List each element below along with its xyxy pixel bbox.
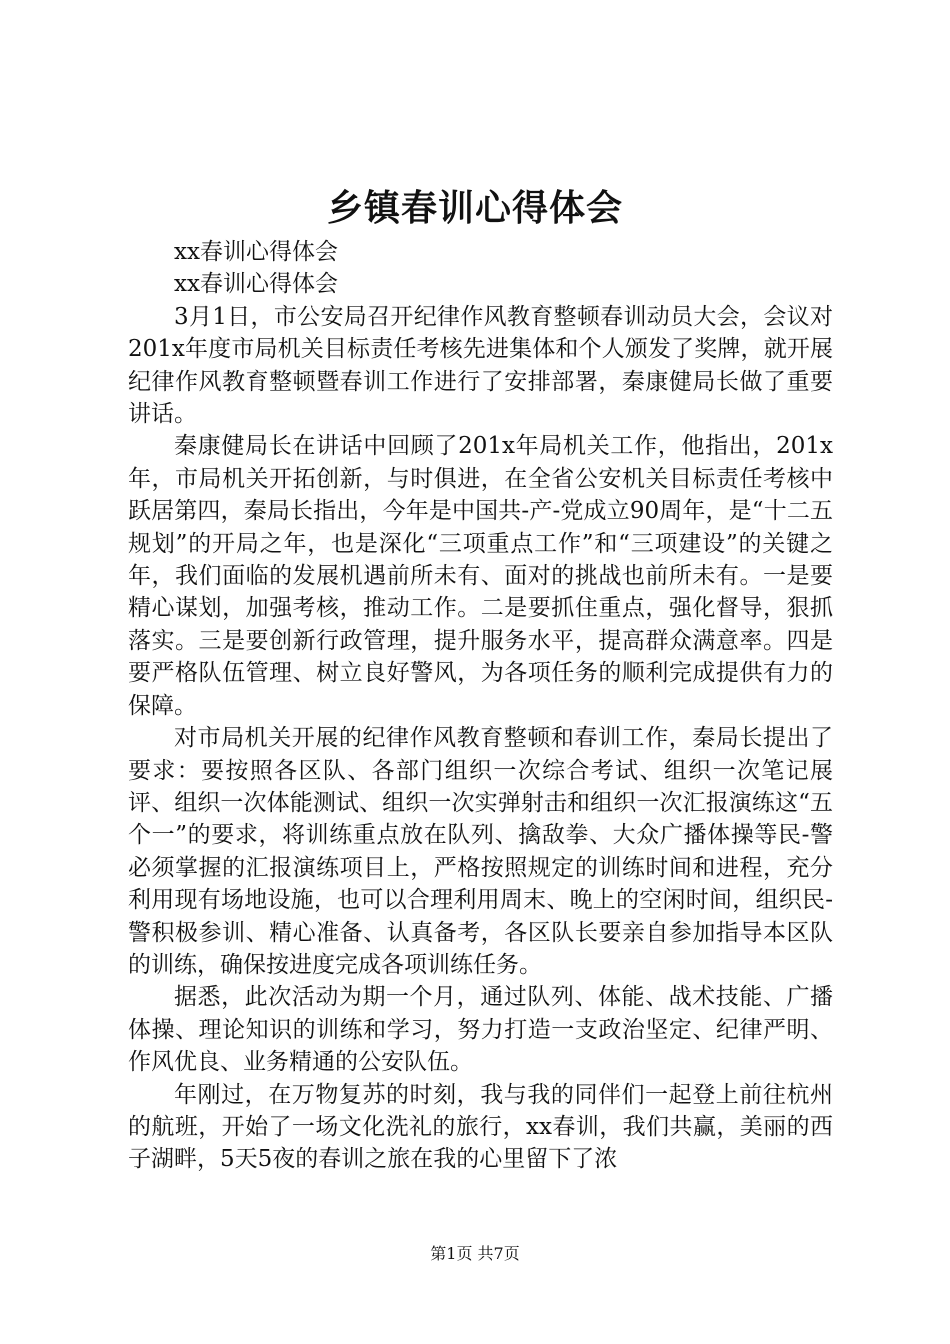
body-paragraph: 秦康健局长在讲话中回顾了201x年局机关工作，他指出，201x年，市局机关开拓创新，与时俱进，在全省公安机关目标责任考核中跃居第四，秦局长指出，今年是中国共-产-党成立90周年，是“十二五规划”的开局之年，也是深化“三项重点工作”和“三项建设”的关键之年，我们面临的发展机遇前所未有、面对的挑战也前所未有。一是要精心谋划，加强考核，推动工作。二是要抓住重点，强化督导，狠抓落实。三是要创新行政管理，提升服务水平，提高群众满意率。四是要严格队伍管理、树立良好警风，为各项任务的顺利完成提供有力的保障。: [128, 433, 833, 719]
document-body: [128, 236, 833, 1176]
body-paragraph: 年刚过，在万物复苏的时刻，我与我的同伴们一起登上前往杭州的航班，开始了一场文化洗礼的旅行，xx春训，我们共赢，美丽的西子湖畔，5天5夜的春训之旅在我的心里留下了浓: [128, 1081, 833, 1173]
body-paragraph: 对市局机关开展的纪律作风教育整顿和春训工作，秦局长提出了要求：要按照各区队、各部门组织一次综合考试、组织一次笔记展评、组织一次体能测试、组织一次实弹射击和组织一次汇报演练这“五个一”的要求，将训练重点放在队列、擒敌拳、大众广播体操等民-警必须掌握的汇报演练项目上，严格按照规定的训练时间和进程，充分利用现有场地设施，也可以合理利用周末、晚上的空闲时间，组织民-警积极参训、精心准备、认真备考，各区队长要亲自参加指导本区队的训练，确保按进度完成各项训练任务。: [128, 725, 833, 978]
body-paragraph: 据悉，此次活动为期一个月，通过队列、体能、战术技能、广播体操、理论知识的训练和学习，努力打造一支政治坚定、纪律严明、作风优良、业务精通的公安队伍。: [128, 984, 833, 1076]
subheading: xx春训心得体会: [174, 271, 338, 298]
body-paragraph: 3月1日，市公安局召开纪律作风教育整顿春训动员大会，会议对201x年度市局机关目标责任考核先进集体和个人颁发了奖牌，就开展纪律作风教育整顿暨春训工作进行了安排部署，秦康健局长做了重要讲话。: [128, 303, 833, 428]
subheading: xx春训心得体会: [174, 239, 338, 265]
page-number-footer: 第1页 共7页: [430, 1244, 520, 1263]
document-title: 乡镇春训心得体会: [326, 187, 623, 229]
